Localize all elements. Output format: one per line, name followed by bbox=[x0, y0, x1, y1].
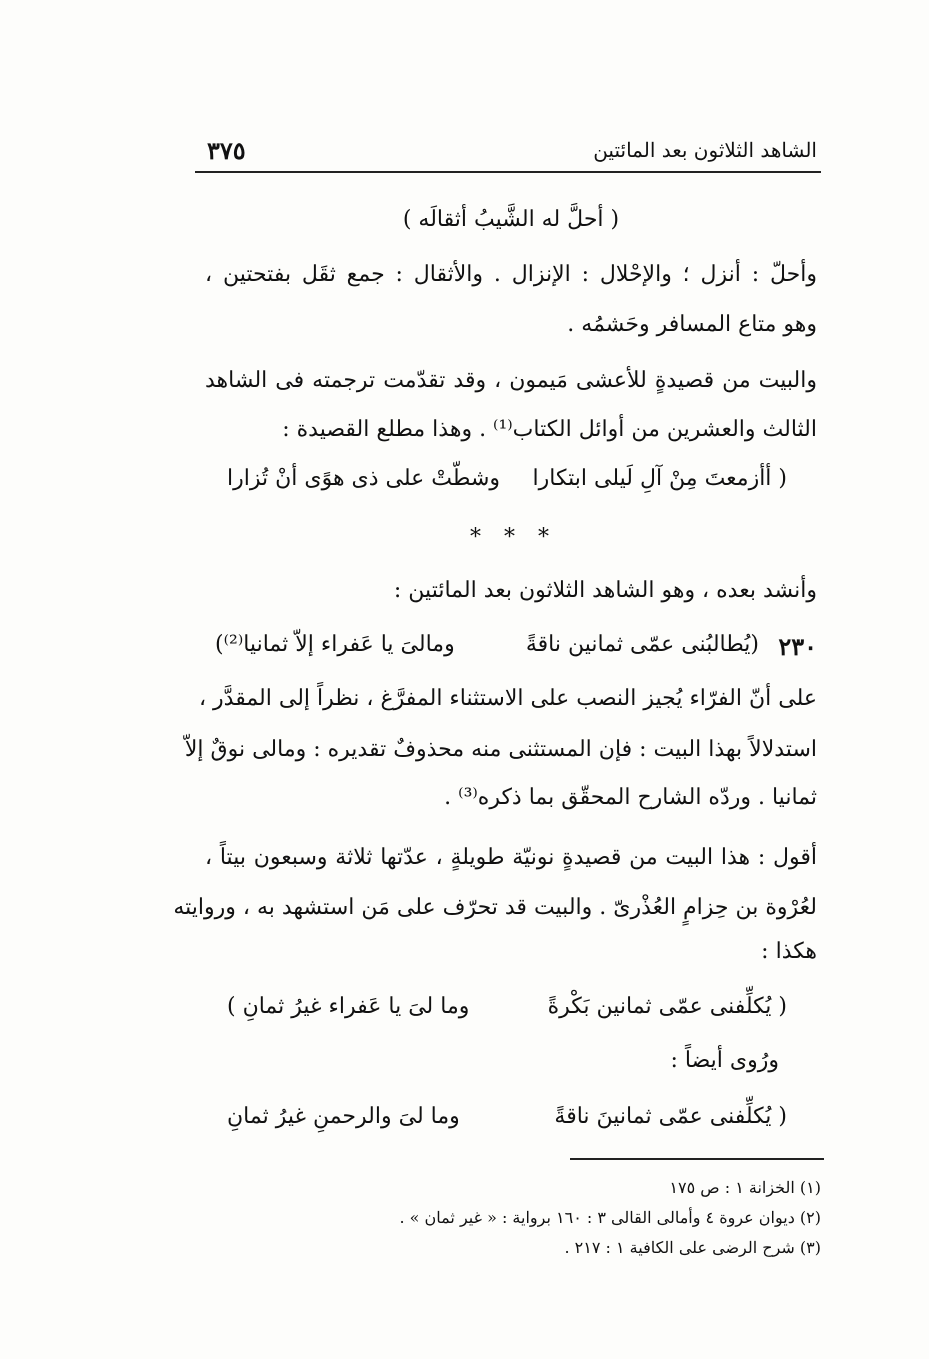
section-separator: * * * bbox=[470, 525, 557, 550]
verse-number: ٢٣٠ bbox=[778, 632, 817, 661]
text-line: هكذا : bbox=[761, 939, 817, 964]
numbered-verse bbox=[205, 632, 817, 668]
verse-hemistich: ( أأزمعتَ مِنْ آلِ لَيلى ابتكارا bbox=[532, 466, 787, 491]
running-header bbox=[195, 132, 823, 172]
verse-hemistich: وما لىَ يا عَفراء غيرُ ثمانِ ) bbox=[227, 994, 470, 1019]
verse bbox=[205, 1104, 817, 1140]
footnote: (٣) شرح الرضى على الكافية ١ : ٢١٧ . bbox=[564, 1238, 821, 1257]
header-rule bbox=[195, 171, 821, 173]
verse-hemistich: (يُطالبُنى عمّى ثمانين ناقةً bbox=[525, 632, 759, 657]
text-line: وأحلّ : أنزل ؛ والإحْلال : الإنزال . والأثقال : جمع ثقَل بفتحتين ، bbox=[205, 262, 817, 287]
text-line: أقول : هذا البيت من قصيدةٍ نونيّة طويلةٍ ، عدّتها ثلاثة وسبعون بيتاً ، bbox=[205, 845, 817, 870]
footnote: (٢) ديوان عروة ٤ وأمالى القالى ٣ : ١٦٠ برواية : « غير ثمان » . bbox=[399, 1208, 821, 1227]
text-line: الثالث والعشرين من أوائل الكتاب⁽¹⁾ . وهذا مطلع القصيدة : bbox=[282, 417, 817, 442]
text-line: والبيت من قصيدةٍ للأعشى مَيمون ، وقد تقدّمت ترجمته فى الشاهد bbox=[205, 368, 817, 393]
chapter-title: الشاهد الثلاثون بعد المائتين bbox=[593, 138, 817, 162]
text-line: استدلالاً بهذا البيت : فإن المستثنى منه محذوفٌ تقديره : ومالى نوقٌ إلاّ bbox=[184, 737, 817, 762]
text-line: لعُرْوة بن حِزامٍ العُذْرىّ . والبيت قد تحرّف على مَن استشهد به ، وروايته bbox=[173, 895, 817, 920]
text-line: ثمانيا . وردّه الشارح المحقّق بما ذكره⁽³⁾ . bbox=[444, 785, 817, 810]
page-number: ٣٧٥ bbox=[207, 136, 246, 165]
text-line: على أنّ الفرّاء يُجيز النصب على الاستثناء المفرَّغ ، نظراً إلى المقدَّر ، bbox=[198, 686, 817, 711]
verse bbox=[205, 466, 817, 502]
footnote-rule bbox=[570, 1158, 824, 1160]
footnote: (١) الخزانة ١ : ص ١٧٥ bbox=[669, 1178, 821, 1197]
verse bbox=[205, 994, 817, 1030]
text-line: ورُوى أيضاً : bbox=[670, 1048, 779, 1073]
text-line: وهو متاع المسافر وحَشمُه . bbox=[567, 312, 817, 337]
verse-hemistich: ومالىَ يا عَفراء إلاّ ثمانيا⁽²⁾) bbox=[215, 632, 455, 657]
verse-hemistich: وشطّتْ على ذى هوًى أنْ تُزارا bbox=[227, 466, 501, 491]
text-line: وأنشد بعده ، وهو الشاهد الثلاثون بعد المائتين : bbox=[393, 578, 817, 603]
verse-hemistich: ( يُكلِّفنى عمّى ثمانين بَكْرةً bbox=[547, 994, 787, 1019]
quoted-phrase: ( أحلَّ له الشَّيبُ أثقالَه ) bbox=[402, 207, 620, 232]
verse-hemistich: ( يُكلِّفنى عمّى ثمانينَ ناقةً bbox=[554, 1104, 787, 1129]
verse-hemistich: وما لىَ والرحمنِ غيرُ ثمانِ bbox=[227, 1104, 460, 1129]
